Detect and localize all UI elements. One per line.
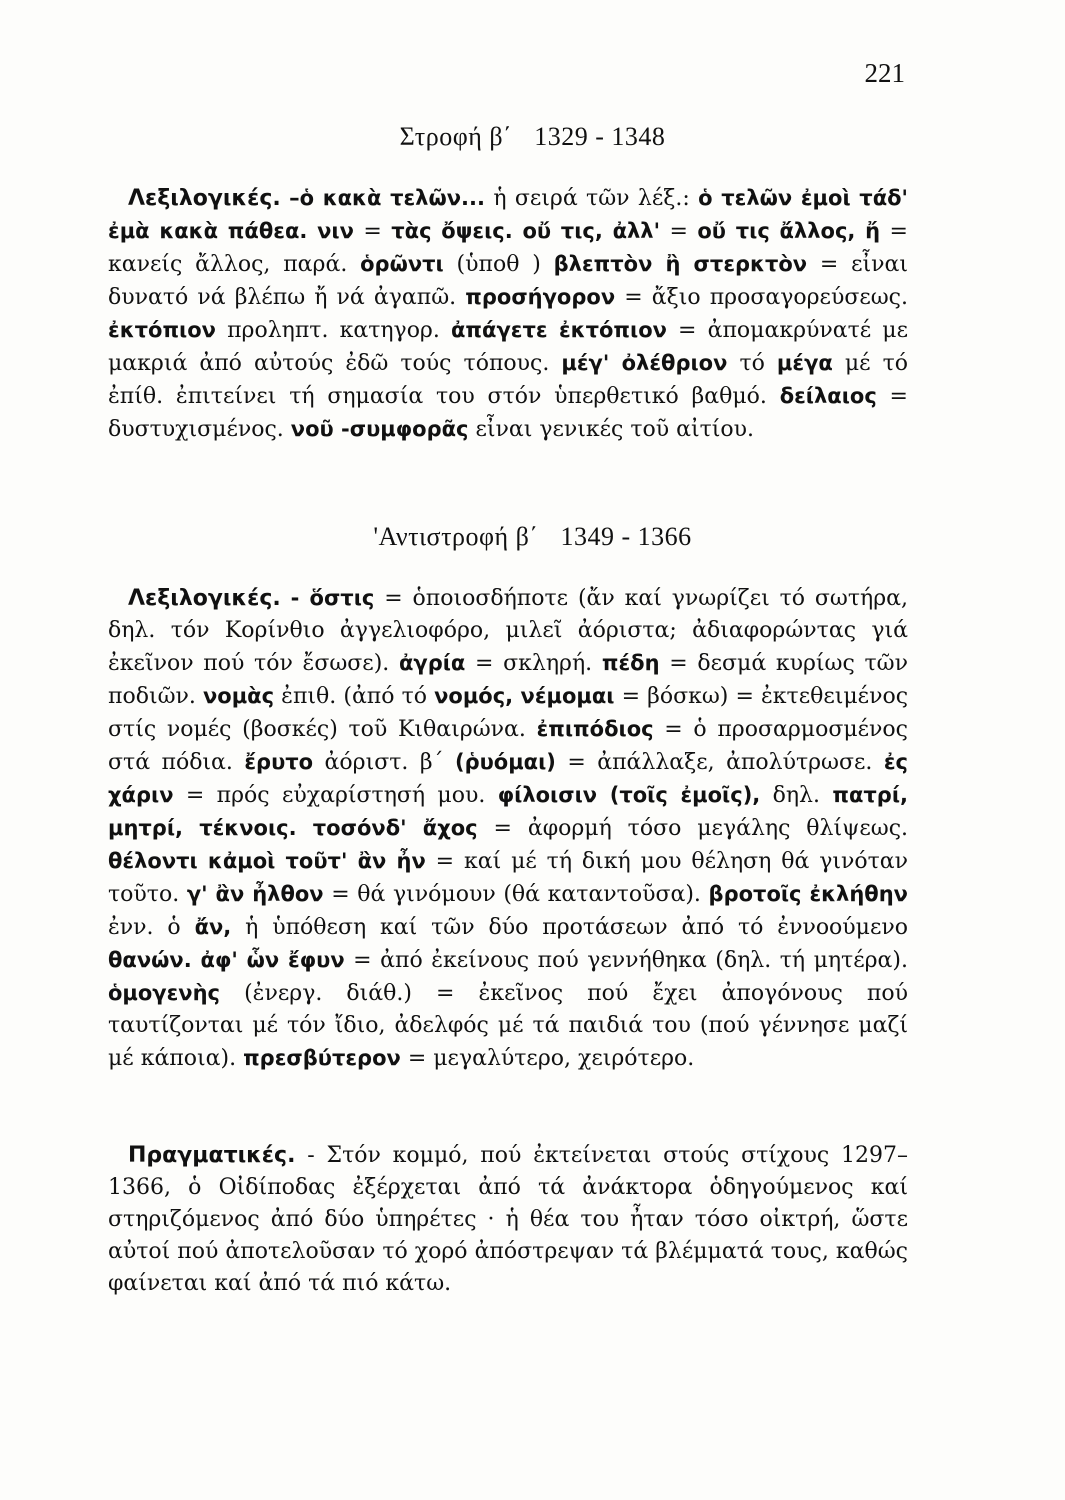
antistrophe-heading: [0, 522, 1065, 552]
antistrophe-range: 1349 - 1366: [560, 522, 692, 551]
antistrophe-label: Λεξιλογικές.: [128, 586, 281, 611]
pragmatic-paragraph: [108, 1140, 908, 1300]
strophe-heading: [0, 122, 1065, 152]
antistrophe-text: - ὅστις = ὁποιοσδήποτε (ἄν καί γνωρίζει τό σωτήρα, δηλ. τόν Κορίνθιο ἀγγελιοφόρο, μιλεῖ ἀόριστα; ἀδιαφορώντας γιά ἐκεῖνον πού τόν ἔσωσε). ἀγρία = σκληρή. πέδη = δεσμά κυρίως τῶν ποδιῶν. νομὰς ἐπιθ. (ἀπό τό νομός, νέμομαι = βόσκω) = ἐκτεθειμένος στίς νομές (βοσκές) τοῦ Κιθαιρώνα. ἐπιπόδιος = ὁ προσαρμοσμένος στά πόδια. ἔρυτο ἀόριστ. β΄ (ῥυόμαι) = ἀπάλλαξε, ἀπολύτρωσε. ἐς χάριν = πρός εὐχαρίστησή μου. φίλοισιν (τοῖς ἐμοῖς), δηλ. πατρί, μητρί, τέκνοις. τοσόνδ' ἄχος = ἀφορμή τόσο μεγάλης θλίψεως. θέλοντι κἀμοὶ τοῦτ' ἂν ἦν = καί μέ τή δική μου θέληση θά γινόταν τοῦτο. γ' ἂν ἦλθον = θά γινόμουν (θά καταντοῦσα). βροτοῖς ἐκλήθην ἐνν. ὁ ἄν, ἡ ὑπόθεση καί τῶν δύο προτάσεων ἀπό τό ἐννοούμενο θανών. ἀφ' ὧν ἔφυν = ἀπό ἐκείνους πού γεννήθηκα (δηλ. τή μητέρα). ὁμογενὴς (ἐνεργ. διάθ.) = ἐκεῖνος πού ἔχει ἀπογόνους πού ταυτίζονται μέ τόν ἴδιο, ἀδελφός μέ τά παιδιά του (πού γέννησε μαζί μέ κάποια). πρεσβύτερον = μεγαλύτερο, χειρότερο.: [108, 586, 909, 1071]
strophe-title: Στροφή β΄: [399, 122, 513, 151]
strophe-label: Λεξιλογικές.: [128, 186, 281, 211]
strophe-range: 1329 - 1348: [534, 122, 666, 151]
page-number: 221: [864, 58, 905, 88]
antistrophe-paragraph: [108, 582, 908, 1075]
strophe-paragraph: [108, 182, 908, 446]
pragmatic-text: - Στόν κομμό, πού ἐκτείνεται στούς στίχους 1297–1366, ὁ Οἰδίποδας ἐξέρχεται ἀπό τά ἀνάκτορα ὁδηγούμενος καί στηριζόμενος ἀπό δύο ὑπηρέτες · ἡ θέα του ἦταν τόσο οἰκτρή, ὥστε αὐτοί πού ἀποτελοῦσαν τό χορό ἀπόστρεψαν τά βλέμματά τους, καθώς φαίνεται καί ἀπό τά πιό κάτω.: [108, 1143, 908, 1296]
pragmatic-label: Πραγματικές.: [128, 1143, 296, 1168]
strophe-text: –ὁ κακὰ τελῶν... ἡ σειρά τῶν λέξ.: ὁ τελῶν ἐμοὶ τάδ' ἐμὰ κακὰ πάθεα. νιν = τὰς ὄψεις. οὔ τις, ἀλλ' = οὔ τις ἄλλος, ἤ = κανείς ἄλλος, παρά. ὁρῶντι (ὑποθ ) βλεπτὸν ἢ στερκτὸν = εἶναι δυνατό νά βλέπω ἤ νά ἀγαπῶ. προσήγορον = ἄξιο προσαγορεύσεως. ἐκτόπιον προληπτ. κατηγορ. ἀπάγετε ἐκτόπιον = ἀπομακρύνατέ με μακριά ἀπό αὐτούς ἐδῶ τούς τόπους. μέγ' ὀλέθριον τό μέγα μέ τό ἐπίθ. ἐπιτείνει τή σημασία του στόν ὑπερθετικό βαθμό. δείλαιος = δυστυχισμένος. νοῦ -συμφορᾶς εἶναι γενικές τοῦ αἰτίου.: [108, 186, 908, 442]
antistrophe-title: 'Αντιστροφή β΄: [373, 522, 539, 551]
